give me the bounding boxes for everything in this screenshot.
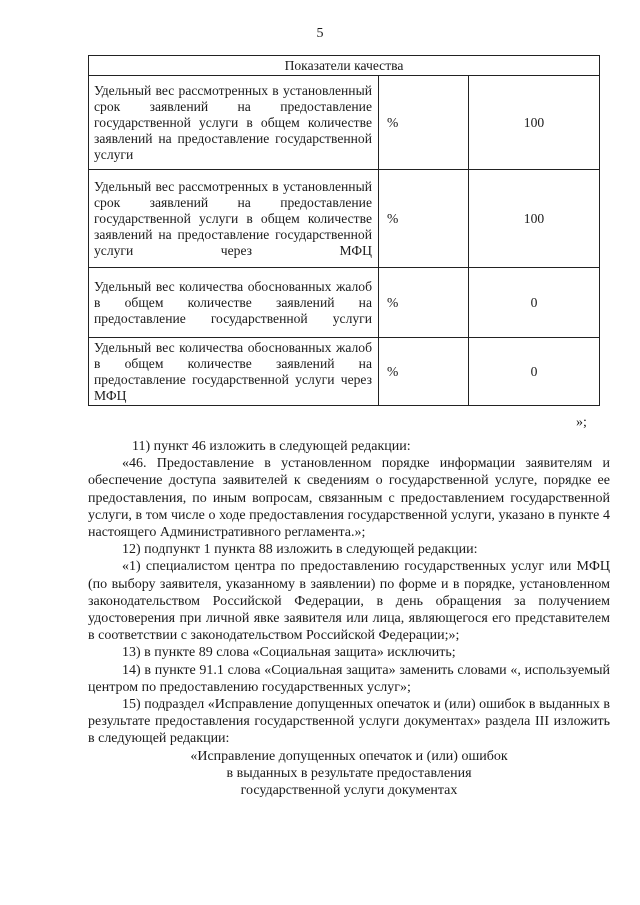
section-heading-line: государственной услуги документах — [240, 783, 458, 799]
indicator-description: Удельный вес количества обоснованных жалоб в общем количестве заявлений на предоставление государственной услуги через МФЦ — [89, 338, 379, 406]
indicator-description: Удельный вес рассмотренных в установленный срок заявлений на предоставление государственной услуги в общем количестве заявлений на предоставление государственной услуги через МФЦ — [89, 170, 379, 268]
paragraph-quote-46: «46. Предоставление в установленном порядке информации заявителям и обеспечение доступа заявителей к сведениям о государственной услуге, порядке ее предоставления, по иным вопросам, связанным с предоставлением государственной услуги, в том числе о ходе предоставления государственной услуги, указано в пункте 4 настоящего Административного регламента.»; — [88, 456, 610, 541]
paragraph-item-12: 12) подпункт 1 пункта 88 изложить в следующей редакции: — [122, 542, 478, 558]
indicator-unit: % — [379, 170, 469, 268]
paragraph-item-15: 15) подраздел «Исправление допущенных опечаток и (или) ошибок в выданных в результате предоставления государственной услуги документах» раздела III изложить в следующей редакции: — [88, 697, 610, 747]
page-number: 5 — [316, 26, 324, 41]
table-row — [89, 268, 600, 338]
paragraph-quote-1: «1) специалистом центра по предоставлению государственных услуг или МФЦ (по выбору заявителя, указанному в заявлении) по форме и в порядке, установленном законодательством Российской Федерации, в день обращения за получением удостоверения при личной явке заявителя или лица, являющегося его представителем в соответствии с законодательством Российской Федерации;»; — [88, 559, 610, 644]
table-closing-quote: »; — [576, 415, 587, 430]
document-body — [88, 438, 610, 799]
quality-indicators-table — [88, 55, 600, 406]
indicator-value: 0 — [469, 268, 600, 338]
table-header-row — [89, 56, 600, 76]
table-row — [89, 170, 600, 268]
paragraph-item-14: 14) в пункте 91.1 слова «Социальная защита» заменить словами «, используемый центром по предоставлению государственных услуг»; — [88, 662, 610, 695]
section-heading-line: в выданных в результате предоставления — [226, 765, 472, 781]
paragraph-item-11: 11) пункт 46 изложить в следующей редакции: — [132, 439, 411, 454]
indicator-description: Удельный вес рассмотренных в установленный срок заявлений на предоставление государственной услуги в общем количестве заявлений на предоставление государственной услуги — [89, 76, 379, 170]
indicator-value: 0 — [469, 338, 600, 406]
indicator-value: 100 — [469, 170, 600, 268]
indicator-unit: % — [379, 268, 469, 338]
indicator-unit: % — [379, 76, 469, 170]
paragraph-item-13: 13) в пункте 89 слова «Социальная защита» исключить; — [122, 645, 456, 661]
table-row — [89, 76, 600, 170]
indicator-description: Удельный вес количества обоснованных жалоб в общем количестве заявлений на предоставление государственной услуги — [89, 268, 379, 338]
table-row — [89, 338, 600, 406]
table-header: Показатели качества — [89, 56, 600, 76]
section-heading-line: «Исправление допущенных опечаток и (или) ошибок — [190, 748, 508, 764]
indicator-unit: % — [379, 338, 469, 406]
indicator-value: 100 — [469, 76, 600, 170]
